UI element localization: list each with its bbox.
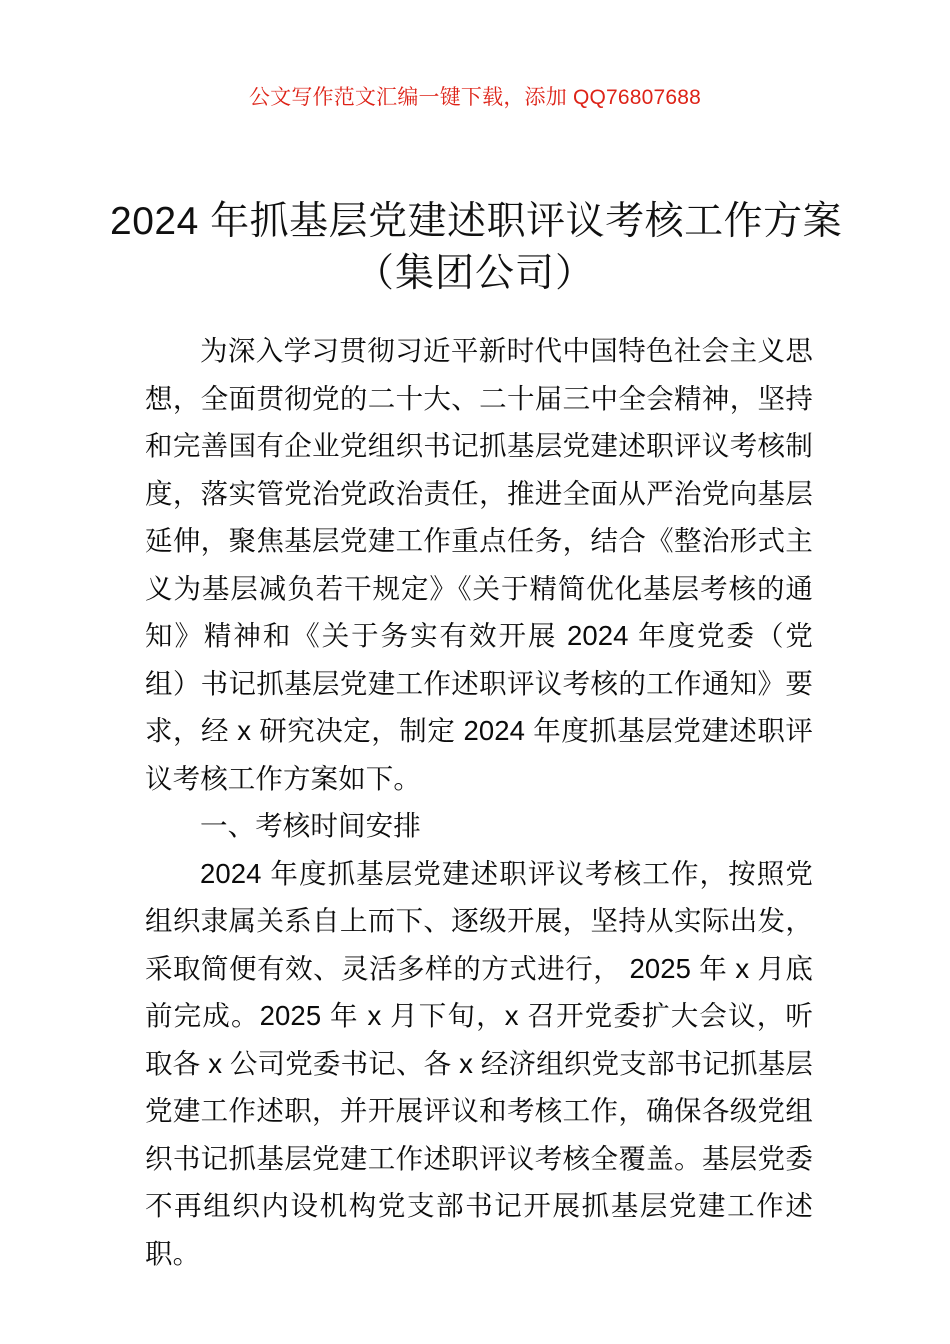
promo-banner	[0, 84, 950, 112]
document-body	[145, 327, 813, 1277]
document-title-line-2: （集团公司）	[354, 252, 595, 296]
promo-banner-text: 公文写作范文汇编一键下载，添加 QQ76807688	[248, 86, 702, 109]
document-title	[110, 196, 843, 300]
paragraph-intro: 为深入学习贯彻习近平新时代中国特色社会主义思想，全面贯彻党的二十大、二十届三中全会精神，坚持和完善国有企业党组织书记抓基层党建述职评议考核制度，落实管党治党政治责任，推进全面从严治党向基层延伸，聚焦基层党建工作重点任务，结合《整治形式主义为基层减负若干规定》《关于精简优化基层考核的通知》精神和《关于务实有效开展 2024 年度党委（党组）书记抓基层党建工作述职评议考核的工作通知》要求，经 x 研究决定，制定 2024 年度抓基层党建述职评议考核工作方案如下。	[145, 335, 813, 794]
paragraph-section-1-body: 2024 年度抓基层党建述职评议考核工作，按照党组织隶属关系自上而下、逐级开展，坚持从实际出发，采取简便有效、灵活多样的方式进行， 2025 年 x 月底前完成。2025 年 x 月下旬，x 召开党委扩大会议，听取各 x 公司党委书记、各 x 经济组织党支部书记抓基层党建工作述职，并开展评议和考核工作，确保各级党组织书记抓基层党建工作述职评议考核全覆盖。基层党委不再组织内设机构党支部书记开展抓基层党建工作述职。	[145, 857, 813, 1269]
document-title-line-1: 2024 年抓基层党建述职评议考核工作方案	[110, 200, 843, 244]
section-heading-1: 一、考核时间安排	[200, 810, 421, 841]
